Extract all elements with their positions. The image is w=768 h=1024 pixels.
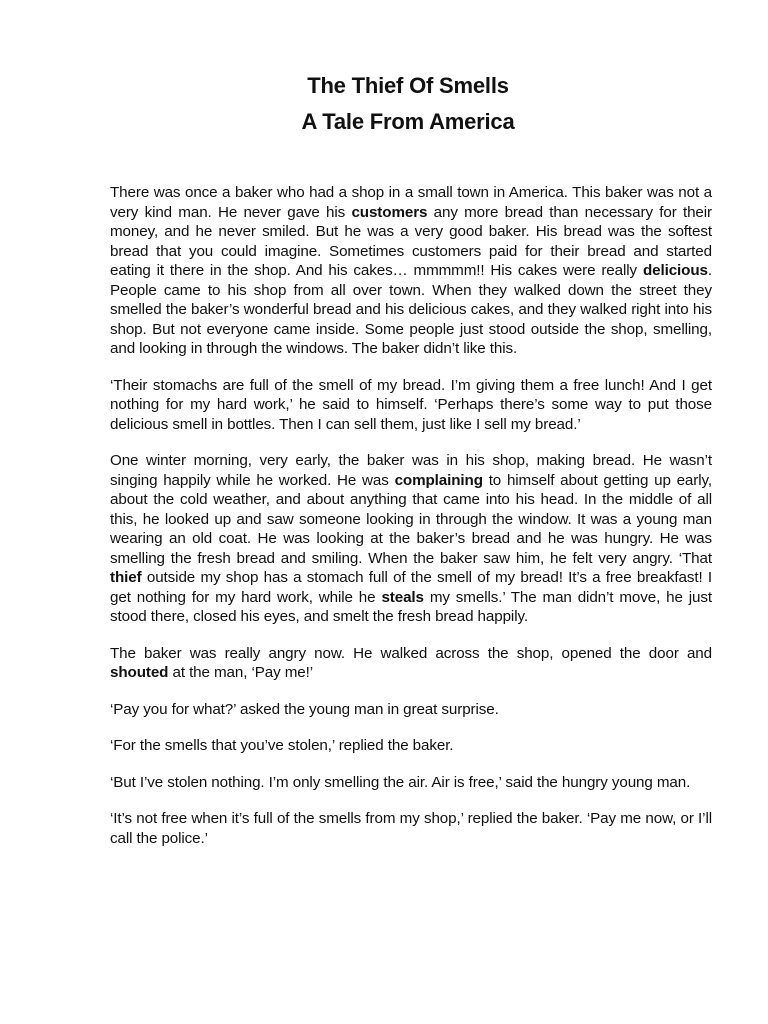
bold-word: shouted <box>110 664 169 681</box>
paragraph-1 <box>110 183 712 359</box>
text-run: One winter morning, very early, the baker was in his shop, making bread. He wasn’t singing happily while he worked. He was <box>110 452 712 489</box>
text-run: to himself about getting up early, about the cold weather, and about anything that came into his head. In the middle of all this, he looked up and saw someone looking in through the window. It was a young man wearing an old coat. He was looking at the baker’s bread and he was hungry. He was smelling the fresh bread and smiling. When the baker saw him, he felt very angry. ‘That <box>110 471 712 567</box>
text-run: . People came to his shop from all over town. When they walked down the street they smelled the baker’s wonderful bread and his delicious cakes, and they walked right into his shop. But not everyone came inside. Some people just stood outside the shop, smelling, and looking in through the windows. The baker didn’t like this. <box>110 262 712 357</box>
text-run: ‘Their stomachs are full of the smell of my bread. I’m giving them a free lunch! And I get nothing for my hard work,’ he said to himself. ‘Perhaps there’s some way to put those delicious smell in bottles. Then I can sell them, just like I sell my bread.’ <box>110 376 712 433</box>
paragraph-7 <box>110 773 712 793</box>
bold-word: customers <box>351 203 428 221</box>
paragraph-8 <box>110 809 712 848</box>
paragraph-6 <box>110 736 712 756</box>
title-line-2: A Tale From America <box>301 109 515 134</box>
page-title <box>104 68 712 140</box>
paragraph-2 <box>110 376 712 435</box>
text-run: ‘Pay you for what?’ asked the young man in great surprise. <box>110 700 499 718</box>
text-run: my smells.’ The man didn’t move, he just stood there, closed his eyes, and smelt the fresh bread happily. <box>110 588 712 625</box>
story-body <box>110 183 712 848</box>
bold-word: delicious <box>642 262 708 279</box>
bold-word: steals <box>381 588 424 606</box>
bold-word: thief <box>110 569 142 586</box>
paragraph-5 <box>110 700 712 720</box>
text-run: ‘It’s not free when it’s full of the smells from my shop,’ replied the baker. ‘Pay me now, or I’ll call the police.’ <box>110 810 712 847</box>
text-run: ‘But I’ve stolen nothing. I’m only smelling the air. Air is free,’ said the hungry young man. <box>110 773 691 791</box>
text-run: ‘For the smells that you’ve stolen,’ replied the baker. <box>110 737 454 754</box>
paragraph-4 <box>110 644 712 683</box>
text-run: The baker was really angry now. He walked across the shop, opened the door and <box>110 644 712 662</box>
text-run: any more bread than necessary for their money, and he never smiled. But he was a very good baker. His bread was the softest bread that you could imagine. Sometimes customers paid for their bread and started eating it there in the shop. And his cakes… mmmmm!! His cakes were really <box>110 203 712 279</box>
text-run: There was once a baker who had a shop in a small town in America. This baker was not a very kind man. He never gave his <box>110 184 712 221</box>
text-run: outside my shop has a stomach full of the smell of my bread! It’s a free breakfast! I get nothing for my hard work, while he <box>110 569 712 606</box>
bold-word: complaining <box>394 471 483 489</box>
title-line-1: The Thief Of Smells <box>307 73 509 98</box>
text-run: at the man, ‘Pay me!’ <box>168 664 314 681</box>
paragraph-3 <box>110 451 712 627</box>
